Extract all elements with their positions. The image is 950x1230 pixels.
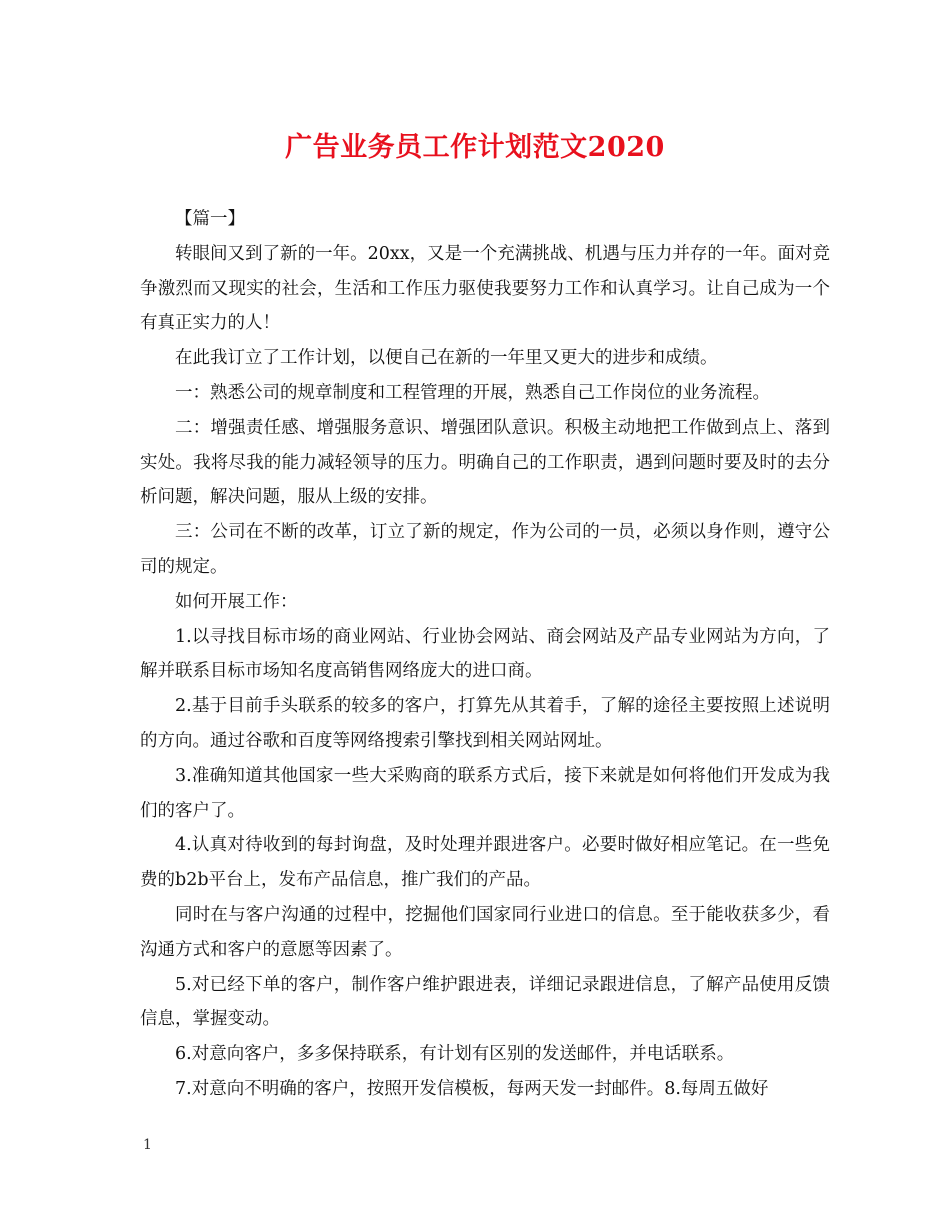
- paragraph-8: 2.基于目前手头联系的较多的客户，打算先从其着手，了解的途径主要按照上述说明的方向。通过谷歌和百度等网络搜索引擎找到相关网站网址。: [140, 696, 830, 751]
- document-title: 广告业务员工作计划范文2020: [285, 132, 665, 163]
- paragraph-2: 在此我订立了工作计划，以便自己在新的一年里又更大的进步和成绩。: [175, 348, 718, 369]
- paragraph-4: 二：增强责任感、增强服务意识、增强团队意识。积极主动地把工作做到点上、落到实处。我将尽我的能力减轻领导的压力。明确自己的工作职责，遇到问题时要及时的去分析问题，解决问题，服从上级的安排。: [140, 417, 830, 508]
- paragraph-1: 转眼间又到了新的一年。20xx，又是一个充满挑战、机遇与压力并存的一年。面对竞争激烈而又现实的社会，生活和工作压力驱使我要努力工作和认真学习。让自己成为一个有真正实力的人！: [140, 243, 830, 334]
- paragraph-14: 7.对意向不明确的客户，按照开发信模板，每两天发一封邮件。8.每周五做好: [175, 1078, 769, 1099]
- paragraph-7: 1.以寻找目标市场的商业网站、行业协会网站、商会网站及产品专业网站为方向，了解并联系目标市场知名度高销售网络庞大的进口商。: [140, 626, 830, 682]
- page-number: 1: [143, 1137, 152, 1153]
- section-label: 【篇一】: [175, 209, 245, 229]
- paragraph-13: 6.对意向客户，多多保持联系，有计划有区别的发送邮件，并电话联系。: [175, 1044, 735, 1065]
- paragraph-9: 3.准确知道其他国家一些大采购商的联系方式后，接下来就是如何将他们开发成为我们的客户了。: [140, 765, 830, 821]
- paragraph-10: 4.认真对待收到的每封询盘，及时处理并跟进客户。必要时做好相应笔记。在一些免费的b2b平台上，发布产品信息，推广我们的产品。: [140, 835, 830, 891]
- document-body: [140, 202, 830, 1107]
- paragraph-11: 同时在与客户沟通的过程中，挖掘他们国家同行业进口的信息。至于能收获多少，看沟通方式和客户的意愿等因素了。: [140, 904, 830, 960]
- paragraph-3: 一：熟悉公司的规章制度和工程管理的开展，熟悉自己工作岗位的业务流程。: [175, 382, 770, 403]
- paragraph-6: 如何开展工作：: [175, 591, 298, 612]
- paragraph-5: 三：公司在不断的改革，订立了新的规定，作为公司的一员，必须以身作则，遵守公司的规定。: [140, 522, 830, 577]
- paragraph-12: 5.对已经下单的客户，制作客户维护跟进表，详细记录跟进信息，了解产品使用反馈信息，掌握变动。: [140, 974, 830, 1030]
